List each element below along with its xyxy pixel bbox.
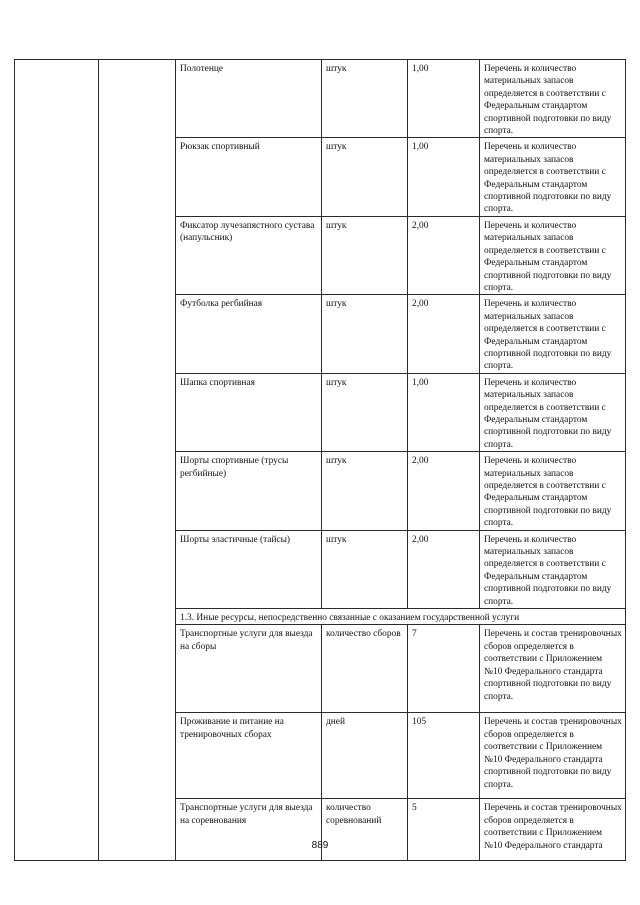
resource-name: Футболка регбийная [176, 295, 322, 373]
table-row [15, 60, 626, 138]
resource-unit: штук [322, 216, 408, 294]
page-number: 889 [311, 840, 329, 851]
resource-note: Перечень и количество материальных запасов определяется в соответствии с Федеральным стандартом спортивной подготовки по виду спорта. [480, 530, 626, 608]
resource-unit: количество соревнований [322, 799, 408, 861]
resource-quantity: 2,00 [408, 530, 480, 608]
resource-name: Транспортные услуги для выезда на соревнования [176, 799, 322, 861]
blank-column-2 [99, 60, 176, 861]
resource-unit: количество сборов [322, 625, 408, 713]
resource-unit: штук [322, 452, 408, 530]
resource-unit: штук [322, 60, 408, 138]
resource-quantity: 1,00 [408, 138, 480, 216]
resource-note: Перечень и количество материальных запасов определяется в соответствии с Федеральным стандартом спортивной подготовки по виду спорта. [480, 295, 626, 373]
resource-name: Полотенце [176, 60, 322, 138]
resources-table [14, 59, 626, 861]
resource-unit: штук [322, 138, 408, 216]
resource-unit: штук [322, 295, 408, 373]
resource-name: Проживание и питание на тренировочных сборах [176, 713, 322, 799]
resource-quantity: 1,00 [408, 60, 480, 138]
resource-quantity: 2,00 [408, 216, 480, 294]
resource-name: Транспортные услуги для выезда на сборы [176, 625, 322, 713]
resource-unit: штук [322, 530, 408, 608]
resource-quantity: 2,00 [408, 452, 480, 530]
resource-note: Перечень и состав тренировочных сборов определяется в соответствии с Приложением №10 Федерального стандарта спортивной подготовки по виду спорта. [480, 625, 626, 713]
resource-quantity: 1,00 [408, 373, 480, 451]
resource-quantity: 7 [408, 625, 480, 713]
resource-unit: дней [322, 713, 408, 799]
blank-column-1 [15, 60, 99, 861]
resource-quantity: 5 [408, 799, 480, 861]
resource-quantity: 105 [408, 713, 480, 799]
resource-note: Перечень и количество материальных запасов определяется в соответствии с Федеральным стандартом спортивной подготовки по виду спорта. [480, 60, 626, 138]
resource-note: Перечень и количество материальных запасов определяется в соответствии с Федеральным стандартом спортивной подготовки по виду спорта. [480, 216, 626, 294]
resource-name: Шапка спортивная [176, 373, 322, 451]
section-heading: 1.3. Иные ресурсы, непосредственно связанные с оказанием государственной услуги [176, 609, 626, 625]
resource-name: Фиксатор лучезапястного сустава (напульсник) [176, 216, 322, 294]
resource-note: Перечень и состав тренировочных сборов определяется в соответствии с Приложением №10 Федерального стандарта спортивной подготовки по виду спорта. [480, 713, 626, 799]
resource-note: Перечень и количество материальных запасов определяется в соответствии с Федеральным стандартом спортивной подготовки по виду спорта. [480, 373, 626, 451]
resource-unit: штук [322, 373, 408, 451]
resource-note: Перечень и состав тренировочных сборов определяется в соответствии с Приложением №10 Федерального стандарта [480, 799, 626, 861]
resource-name: Рюкзак спортивный [176, 138, 322, 216]
resource-note: Перечень и количество материальных запасов определяется в соответствии с Федеральным стандартом спортивной подготовки по виду спорта. [480, 138, 626, 216]
resource-quantity: 2,00 [408, 295, 480, 373]
resource-name: Шорты эластичные (тайсы) [176, 530, 322, 608]
resource-note: Перечень и количество материальных запасов определяется в соответствии с Федеральным стандартом спортивной подготовки по виду спорта. [480, 452, 626, 530]
resource-name: Шорты спортивные (трусы регбийные) [176, 452, 322, 530]
